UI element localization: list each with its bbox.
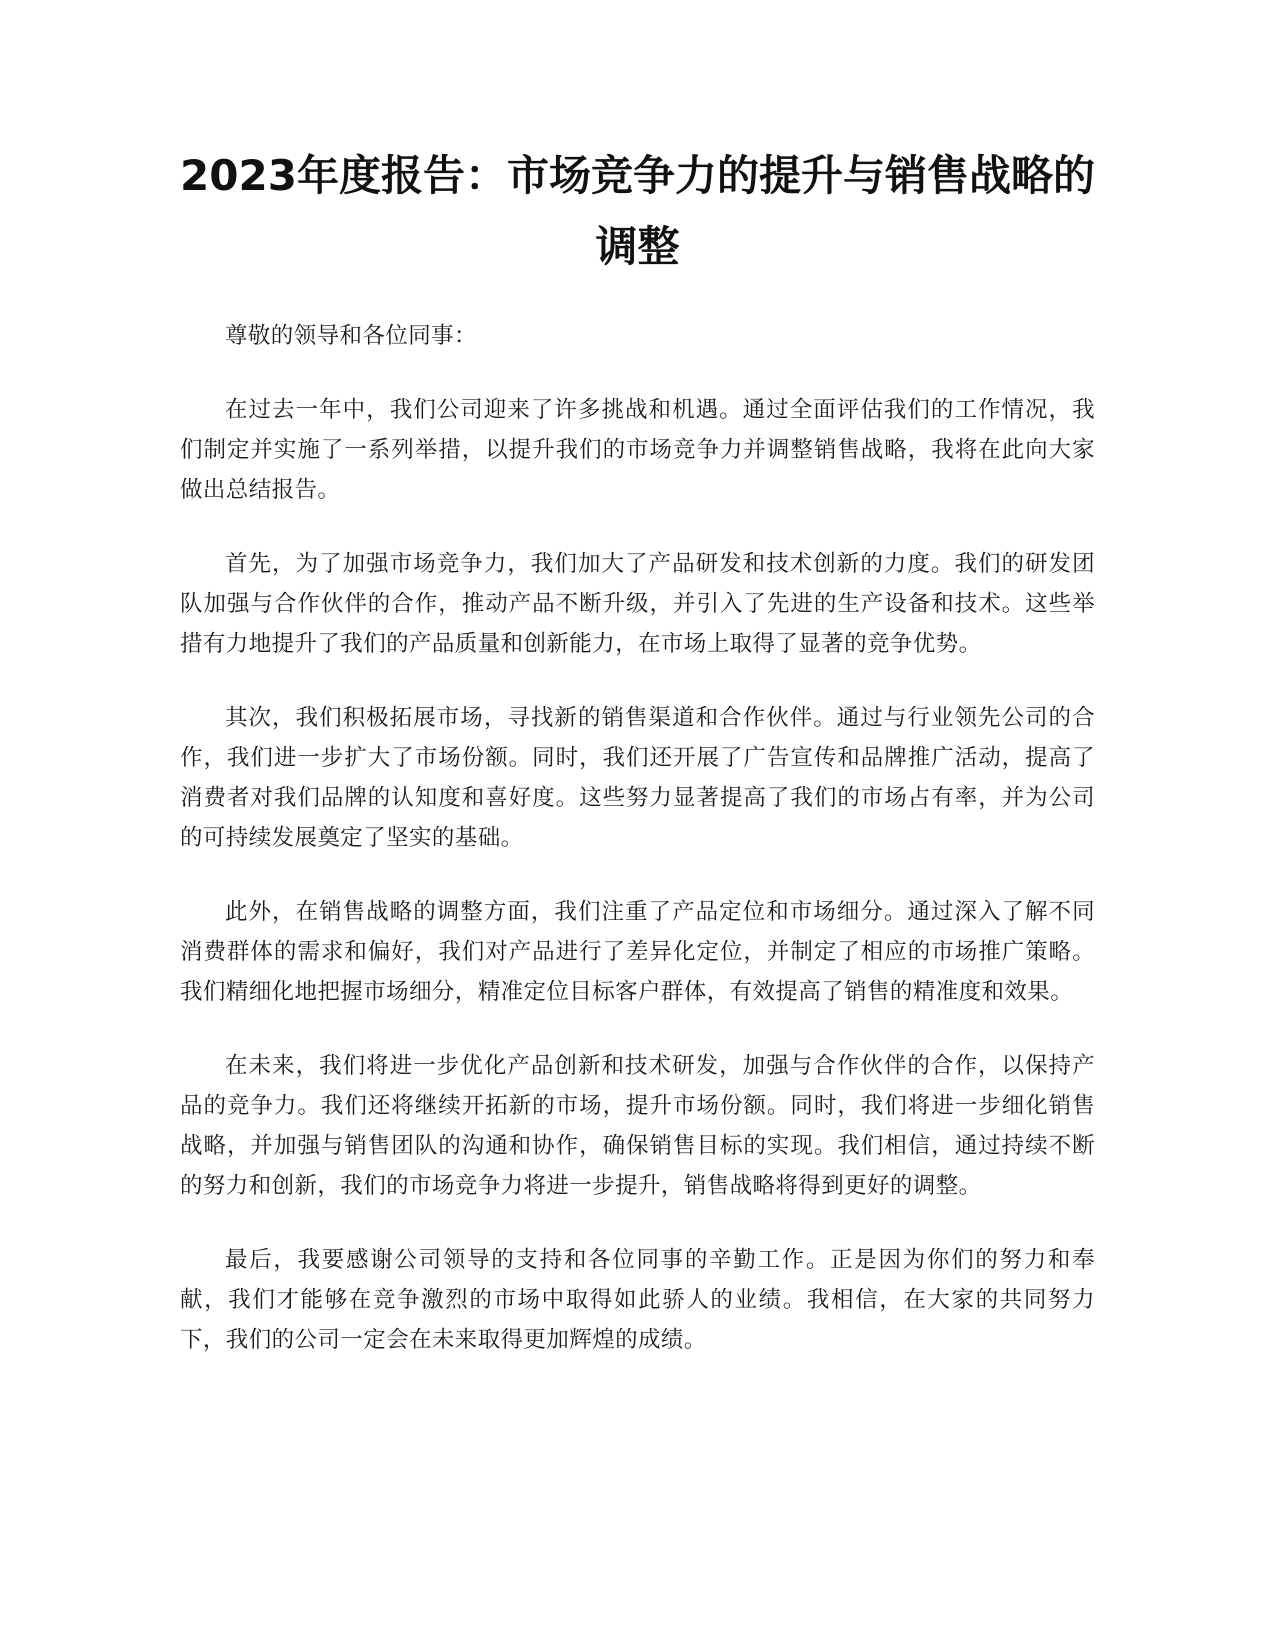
paragraph-2: 首先，为了加强市场竞争力，我们加大了产品研发和技术创新的力度。我们的研发团队加强与合作伙伴的合作，推动产品不断升级，并引入了先进的生产设备和技术。这些举措有力地提升了我们的产品质量和创新能力，在市场上取得了显著的竞争优势。 xyxy=(180,551,1095,657)
paragraph-1: 在过去一年中，我们公司迎来了许多挑战和机遇。通过全面评估我们的工作情况，我们制定并实施了一系列举措，以提升我们的市场竞争力并调整销售战略，我将在此向大家做出总结报告。 xyxy=(180,397,1095,503)
document-body xyxy=(180,316,1095,1394)
paragraph-4: 此外，在销售战略的调整方面，我们注重了产品定位和市场细分。通过深入了解不同消费群体的需求和偏好，我们对产品进行了差异化定位，并制定了相应的市场推广策略。我们精细化地把握市场细分，精准定位目标客户群体，有效提高了销售的精准度和效果。 xyxy=(180,899,1095,1005)
paragraph-3: 其次，我们积极拓展市场，寻找新的销售渠道和合作伙伴。通过与行业领先公司的合作，我们进一步扩大了市场份额。同时，我们还开展了广告宣传和品牌推广活动，提高了消费者对我们品牌的认知度和喜好度。这些努力显著提高了我们的市场占有率，并为公司的可持续发展奠定了坚实的基础。 xyxy=(180,705,1095,851)
document-title: 2023年度报告：市场竞争力的提升与销售战略的调整 xyxy=(180,151,1095,271)
paragraph-6: 最后，我要感谢公司领导的支持和各位同事的辛勤工作。正是因为你们的努力和奉献，我们才能够在竞争激烈的市场中取得如此骄人的业绩。我相信，在大家的共同努力下，我们的公司一定会在未来取得更加辉煌的成绩。 xyxy=(180,1247,1095,1353)
greeting: 尊敬的领导和各位同事： xyxy=(225,323,477,349)
paragraph-5: 在未来，我们将进一步优化产品创新和技术研发，加强与合作伙伴的合作，以保持产品的竞争力。我们还将继续开拓新的市场，提升市场份额。同时，我们将进一步细化销售战略，并加强与销售团队的沟通和协作，确保销售目标的实现。我们相信，通过持续不断的努力和创新，我们的市场竞争力将进一步提升，销售战略将得到更好的调整。 xyxy=(180,1053,1095,1199)
